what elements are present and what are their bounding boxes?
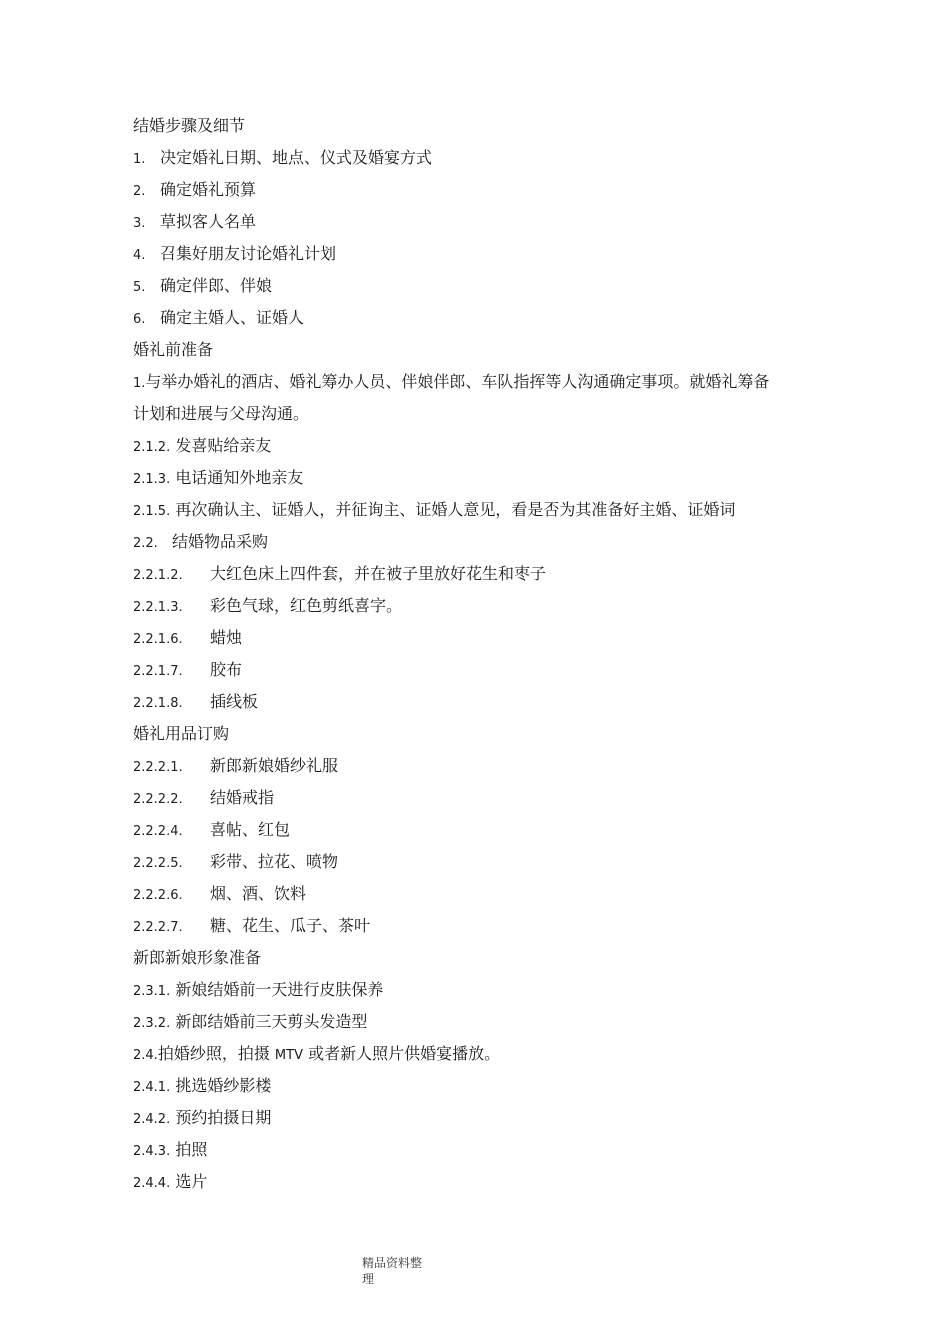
section-heading: 新郎新娘形象准备: [133, 948, 262, 967]
list-item: [133, 1138, 207, 1162]
item-number: 3.: [133, 216, 146, 231]
item-number: 2.2.2.4.: [133, 824, 183, 839]
item-number: 2.: [133, 184, 146, 199]
item-text: 大红色床上四件套，并在被子里放好花生和枣子: [210, 564, 547, 583]
paragraph-line: [133, 370, 769, 394]
list-item: [133, 1010, 367, 1034]
item-number: 2.1.2.: [133, 440, 171, 455]
item-number: 6.: [133, 312, 146, 327]
item-number: 2.2.1.8.: [133, 696, 183, 711]
item-text: 确定伴郎、伴娘: [160, 276, 273, 295]
item-number: 2.2.2.5.: [133, 856, 183, 871]
list-item: [133, 754, 338, 778]
item-text: 胶布: [210, 660, 243, 679]
list-item: [133, 434, 271, 458]
item-text: 确定主婚人、证婚人: [160, 308, 305, 327]
paragraph-text: 或者新人照片供婚宴播放。: [308, 1044, 501, 1063]
item-number: 4.: [133, 248, 146, 263]
doc-title: 结婚步骤及细节: [133, 116, 246, 135]
list-item: [133, 594, 402, 618]
item-number: 2.3.1.: [133, 984, 171, 999]
item-number: 2.4.3.: [133, 1144, 171, 1159]
paragraph-text: 与举办婚礼的酒店、婚礼筹办人员、伴娘伴郎、车队指挥等人沟通确定事项。就婚礼筹备: [145, 372, 770, 391]
item-number: 2.2.2.7.: [133, 920, 183, 935]
item-text: 拍照: [175, 1140, 208, 1159]
list-item: [133, 178, 256, 202]
item-text: 预约拍摄日期: [175, 1108, 272, 1127]
list-item: [133, 882, 306, 906]
item-text: 糖、花生、瓜子、茶叶: [210, 916, 371, 935]
item-text: 选片: [175, 1172, 208, 1191]
list-item: [133, 1074, 271, 1098]
list-item: [133, 242, 336, 266]
section-heading: 婚礼前准备: [133, 340, 214, 359]
list-item: [133, 850, 338, 874]
item-number: 5.: [133, 280, 146, 295]
list-item: [133, 818, 290, 842]
list-item: [133, 1170, 207, 1194]
item-number: 2.2.2.1.: [133, 760, 183, 775]
item-text: 电话通知外地亲友: [175, 468, 304, 487]
item-number: 1.: [133, 152, 146, 167]
section-heading: 婚礼用品订购: [133, 724, 230, 743]
paragraph-line: 计划和进展与父母沟通。: [133, 404, 310, 423]
paragraph-number: 1.: [133, 376, 146, 391]
item-number: 2.2.1.6.: [133, 632, 183, 647]
item-text: 蜡烛: [210, 628, 243, 647]
paragraph-line: [133, 1042, 500, 1066]
item-number: 2.2.1.2.: [133, 568, 183, 583]
list-item: [133, 306, 304, 330]
list-item: [133, 210, 256, 234]
item-text: 新郎结婚前三天剪头发造型: [175, 1012, 368, 1031]
heading-text: 结婚物品采购: [172, 532, 269, 551]
item-text: 新郎新娘婚纱礼服: [210, 756, 339, 775]
paragraph-number: 2.4.: [133, 1048, 158, 1063]
item-number: 2.4.4.: [133, 1176, 171, 1191]
item-number: 2.4.2.: [133, 1112, 171, 1127]
list-item: [133, 146, 432, 170]
item-number: 2.1.5.: [133, 504, 171, 519]
item-text: 新娘结婚前一天进行皮肤保养: [175, 980, 384, 999]
item-number: 2.2.2.6.: [133, 888, 183, 903]
section-heading: [133, 530, 268, 554]
item-text: 挑选婚纱影楼: [175, 1076, 272, 1095]
item-text: 插线板: [210, 692, 259, 711]
item-text: 确定婚礼预算: [160, 180, 257, 199]
item-number: 2.2.1.3.: [133, 600, 183, 615]
item-text: 再次确认主、证婚人，并征询主、证婚人意见，看是否为其准备好主婚、证婚词: [175, 500, 736, 519]
list-item: [133, 274, 272, 298]
list-item: [133, 914, 370, 938]
item-text: 草拟客人名单: [160, 212, 257, 231]
list-item: [133, 658, 242, 682]
footer-line: 精品资料整: [362, 1256, 423, 1270]
item-text: 结婚戒指: [210, 788, 275, 807]
item-number: 2.4.1.: [133, 1080, 171, 1095]
item-text: 彩带、拉花、喷物: [210, 852, 339, 871]
item-text: 喜帖、红包: [210, 820, 291, 839]
heading-number: 2.2.: [133, 536, 158, 551]
list-item: [133, 466, 303, 490]
list-item: [133, 690, 258, 714]
list-item: [133, 1106, 271, 1130]
list-item: [133, 562, 546, 586]
item-text: 彩色气球，红色剪纸喜字。: [210, 596, 403, 615]
paragraph-text: 拍婚纱照，拍摄: [157, 1044, 270, 1063]
list-item: [133, 786, 274, 810]
page-footer: [362, 1255, 442, 1287]
item-number: 2.2.1.7.: [133, 664, 183, 679]
item-number: 2.1.3.: [133, 472, 171, 487]
list-item: [133, 498, 735, 522]
item-number: 2.2.2.2.: [133, 792, 183, 807]
list-item: [133, 626, 242, 650]
list-item: [133, 978, 383, 1002]
item-text: 决定婚礼日期、地点、仪式及婚宴方式: [160, 148, 433, 167]
item-text: 发喜贴给亲友: [175, 436, 272, 455]
mtv-text: MTV: [274, 1048, 303, 1063]
footer-line: 理: [362, 1272, 375, 1286]
item-number: 2.3.2.: [133, 1016, 171, 1031]
item-text: 烟、酒、饮料: [210, 884, 307, 903]
item-text: 召集好朋友讨论婚礼计划: [160, 244, 337, 263]
